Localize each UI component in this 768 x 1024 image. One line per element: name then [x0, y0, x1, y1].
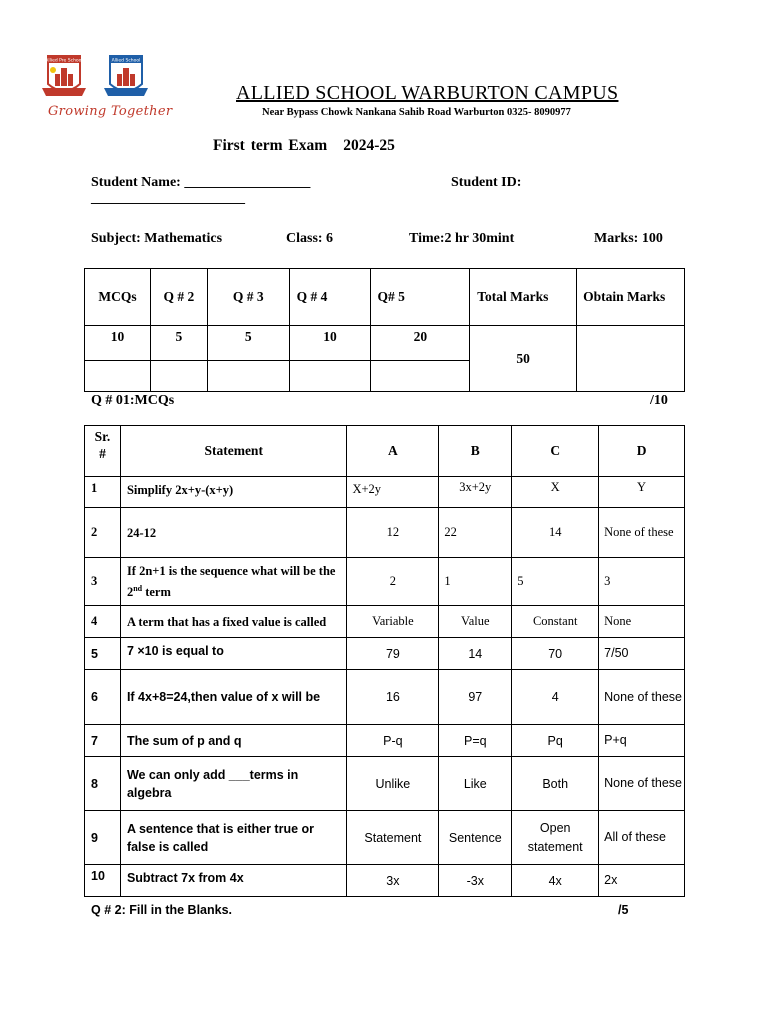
mcq-sr: 4: [85, 606, 121, 638]
mcq-statement-end: term: [142, 585, 171, 600]
mcq-option-c: 70: [512, 638, 599, 670]
mcq-option-b: 14: [439, 638, 512, 670]
mcq-option-c: Pq: [512, 725, 599, 757]
mcq-option-b: 3x+2y: [439, 477, 512, 508]
marks-table: [84, 268, 685, 392]
mcq-sr: 8: [85, 757, 121, 811]
mcq-option-a: 2: [347, 558, 439, 606]
marks-header: Q # 4: [289, 269, 371, 326]
mcq-option-d: None of these: [599, 508, 685, 558]
q2-title: Q # 2: Fill in the Blanks.: [91, 903, 233, 917]
mcq-option-a: P-q: [347, 725, 439, 757]
q1-title: Q # 01:MCQs: [91, 393, 175, 408]
mcq-option-b: Sentence: [439, 811, 512, 865]
marks-value: 20: [371, 326, 470, 361]
q2-marks: /5: [618, 903, 629, 917]
marks-value: 10: [289, 326, 371, 361]
blank-cell[interactable]: [289, 361, 371, 392]
blank-cell[interactable]: [150, 361, 207, 392]
mcq-table: [84, 425, 685, 897]
mcq-option-c: 5: [512, 558, 599, 606]
mcq-option-d: None of these: [599, 757, 685, 811]
mcq-statement: Subtract 7x from 4x: [120, 865, 347, 897]
mcq-header-statement: Statement: [120, 426, 347, 477]
marks-header: MCQs: [85, 269, 151, 326]
mcq-header-c: C: [512, 426, 599, 477]
mcq-statement: A term that has a fixed value is called: [120, 606, 347, 638]
logo-left-text: Allied Pre School: [45, 58, 83, 64]
mcq-option-b: Like: [439, 757, 512, 811]
mcq-sr: 2: [85, 508, 121, 558]
table-row: [85, 757, 685, 811]
mcq-option-c: Constant: [512, 606, 599, 638]
mcq-header-sr: Sr. #: [85, 426, 121, 477]
mcq-sr: 9: [85, 811, 121, 865]
mcq-option-a: 16: [347, 670, 439, 725]
school-address: Near Bypass Chowk Nankana Sahib Road Warburton 0325- 8090977: [262, 107, 571, 118]
blank-cell[interactable]: [85, 361, 151, 392]
table-row: [85, 670, 685, 725]
mcq-header-d: D: [599, 426, 685, 477]
mcq-option-b: 97: [439, 670, 512, 725]
table-row: [85, 558, 685, 606]
table-row: [85, 606, 685, 638]
table-row: [85, 725, 685, 757]
exam-name: First term Exam: [213, 137, 328, 154]
mcq-header-b: B: [439, 426, 512, 477]
marks-header: Obtain Marks: [577, 269, 685, 326]
marks-value: 5: [150, 326, 207, 361]
student-id-line: ______________________: [91, 191, 245, 206]
marks-header: Q # 3: [207, 269, 289, 326]
student-name-label: Student Name: __________________: [91, 175, 311, 190]
table-row: [85, 811, 685, 865]
obtain-marks-cell[interactable]: [577, 326, 685, 392]
mcq-option-c: Open statement: [512, 811, 599, 865]
table-row: [85, 638, 685, 670]
mcq-option-c: Both: [512, 757, 599, 811]
mcq-option-b: 1: [439, 558, 512, 606]
mcq-option-a: X+2y: [347, 477, 439, 508]
marks-value: 10: [85, 326, 151, 361]
logo-icon: [40, 50, 160, 110]
mcq-statement: A sentence that is either true or false is called: [120, 811, 347, 865]
mcq-option-d: 2x: [599, 865, 685, 897]
mcq-header-a: A: [347, 426, 439, 477]
total-marks-value: 50: [470, 326, 577, 392]
blank-cell[interactable]: [371, 361, 470, 392]
mcq-option-a: Unlike: [347, 757, 439, 811]
mcq-sr: 5: [85, 638, 121, 670]
mcq-option-d: P+q: [599, 725, 685, 757]
table-row: [85, 508, 685, 558]
time-label: Time:2 hr 30mint: [409, 231, 515, 246]
mcq-option-b: Value: [439, 606, 512, 638]
mcq-statement: The sum of p and q: [120, 725, 347, 757]
exam-year: 2024-25: [343, 137, 395, 154]
blank-cell[interactable]: [207, 361, 289, 392]
mcq-option-b: -3x: [439, 865, 512, 897]
mcq-statement-sup: nd: [133, 583, 143, 593]
school-name: ALLIED SCHOOL WARBURTON CAMPUS: [236, 82, 619, 104]
mcq-option-d: 7/50: [599, 638, 685, 670]
mcq-option-d: Y: [599, 477, 685, 508]
mcq-statement: 7 ×10 is equal to: [120, 638, 347, 670]
mcq-statement: If 4x+8=24,then value of x will be: [120, 670, 347, 725]
mcq-sr: 1: [85, 477, 121, 508]
mcq-statement: Simplify 2x+y-(x+y): [120, 477, 347, 508]
mcq-option-c: 14: [512, 508, 599, 558]
mcq-statement-text: If 2n+1 is the sequence what will be the 2: [126, 563, 336, 600]
mcq-option-a: 79: [347, 638, 439, 670]
class-label: Class: 6: [286, 231, 334, 246]
table-row: [85, 477, 685, 508]
mcq-statement: [120, 558, 347, 606]
exam-title: [213, 137, 395, 155]
q1-marks: /10: [650, 393, 668, 408]
mcq-option-b: 22: [439, 508, 512, 558]
marks-header: Total Marks: [470, 269, 577, 326]
mcq-sr: 7: [85, 725, 121, 757]
mcq-option-d: 3: [599, 558, 685, 606]
marks-header: Q# 5: [371, 269, 470, 326]
mcq-option-c: 4: [512, 670, 599, 725]
mcq-statement: We can only add ___terms in algebra: [120, 757, 347, 811]
student-id-label: Student ID:: [451, 175, 522, 190]
mcq-option-d: None: [599, 606, 685, 638]
marks-value: 5: [207, 326, 289, 361]
marks-header: Q # 2: [150, 269, 207, 326]
mcq-sr: 3: [85, 558, 121, 606]
mcq-sr: 6: [85, 670, 121, 725]
table-row: [85, 865, 685, 897]
mcq-option-a: 12: [347, 508, 439, 558]
mcq-option-a: Statement: [347, 811, 439, 865]
slogan: Growing Together: [48, 104, 173, 119]
mcq-sr: 10: [85, 865, 121, 897]
mcq-statement: 24-12: [120, 508, 347, 558]
subject-label: Subject: Mathematics: [91, 231, 223, 246]
mcq-option-c: X: [512, 477, 599, 508]
mcq-option-a: 3x: [347, 865, 439, 897]
logo-right-text: Allied School: [111, 58, 141, 64]
mcq-option-d: All of these: [599, 811, 685, 865]
mcq-option-a: Variable: [347, 606, 439, 638]
mcq-option-b: P=q: [439, 725, 512, 757]
mcq-option-d: None of these: [599, 670, 685, 725]
marks-label: Marks: 100: [594, 231, 663, 246]
mcq-option-c: 4x: [512, 865, 599, 897]
